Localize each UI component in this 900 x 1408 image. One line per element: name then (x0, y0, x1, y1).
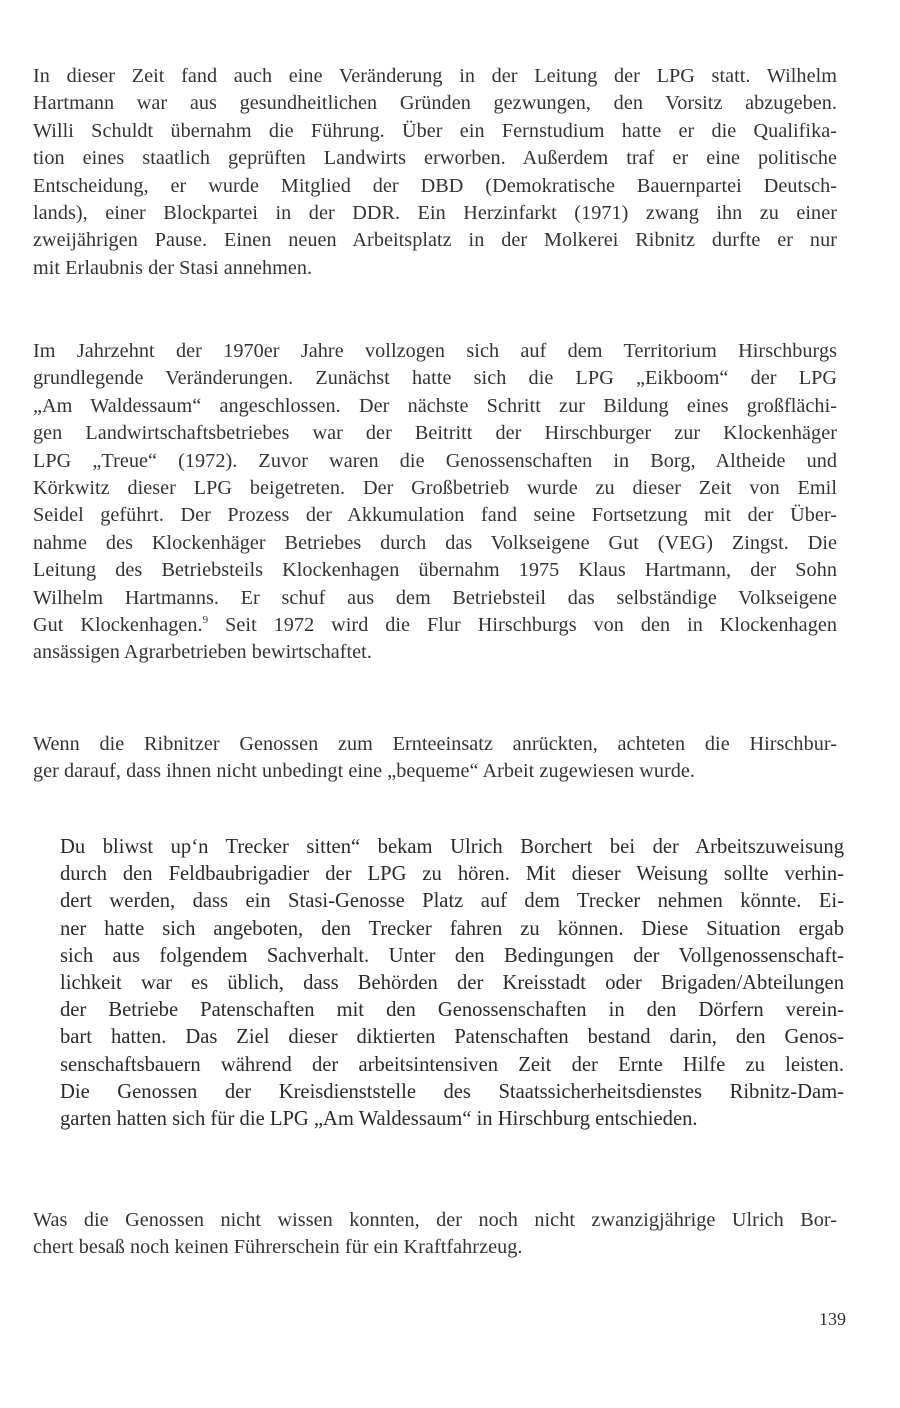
text-line: nahme des Klockenhäger Betriebes durch das Volkseigene Gut (VEG) Zingst. Die (33, 531, 837, 554)
text-line: Du bliwst up‘n Trecker sitten“ bekam Ulrich Borchert bei der Arbeitszuweisung (60, 836, 844, 858)
text-line: mit Erlaubnis der Stasi annehmen. (33, 256, 313, 279)
paragraph-1970s-changes (33, 338, 837, 667)
paragraph-no-license (33, 1207, 837, 1262)
text-line-start: Gut Klockenhagen. (33, 614, 203, 637)
text-line: „Am Waldessaum“ angeschlossen. Der nächste Schritt zur Bildung eines großflächi- (33, 394, 837, 417)
paragraph-harvest-helpers (33, 731, 837, 786)
page-number: 139 (819, 1309, 846, 1329)
text-line: der Betriebe Patenschaften mit den Genossenschaften in den Dörfern verein- (60, 999, 844, 1022)
text-line: ansässigen Agrarbetrieben bewirtschaftet. (33, 641, 372, 664)
text-line: Körkwitz dieser LPG beigetreten. Der Großbetrieb wurde zu dieser Zeit von Emil (33, 477, 837, 500)
paragraph-leadership-change (33, 63, 837, 282)
paragraph-trecker-anecdote (60, 834, 844, 1133)
text-line: dert werden, dass ein Stasi-Genosse Platz auf dem Trecker nehmen könnte. Ei- (60, 890, 844, 913)
text-line: tion eines staatlich geprüften Landwirts erworben. Außerdem traf er eine politische (33, 147, 837, 170)
text-line: Willi Schuldt übernahm die Führung. Über ein Fernstudium hatte er die Qualifika- (33, 119, 837, 142)
text-line: zweijährigen Pause. Einen neuen Arbeitsplatz in der Molkerei Ribnitz durfte er nur (33, 229, 837, 252)
text-line: Im Jahrzehnt der 1970er Jahre vollzogen sich auf dem Territorium Hirschburgs (33, 340, 837, 362)
text-line: grundlegende Veränderungen. Zunächst hatte sich die LPG „Eikboom“ der LPG (33, 367, 837, 390)
footnote-marker: 9 (202, 614, 209, 627)
text-line-end: Seit 1972 wird die Flur Hirschburgs von den in Klockenhagen (208, 614, 837, 637)
text-line: LPG „Treue“ (1972). Zuvor waren die Genossenschaften in Borg, Altheide und (33, 449, 837, 472)
text-line: In dieser Zeit fand auch eine Veränderung in der Leitung der LPG statt. Wilhelm (33, 65, 837, 87)
text-line: durch den Feldbaubrigadier der LPG zu hören. Mit dieser Weisung sollte verhin- (60, 863, 844, 886)
text-line: senschaftsbauern während der arbeitsintensiven Zeit der Ernte Hilfe zu leisten. (60, 1053, 844, 1076)
text-line: Hartmann war aus gesundheitlichen Gründen gezwungen, den Vorsitz abzugeben. (33, 92, 837, 115)
text-line: Leitung des Betriebsteils Klockenhagen übernahm 1975 Klaus Hartmann, der Sohn (33, 559, 837, 582)
text-line (33, 612, 837, 639)
text-line: Was die Genossen nicht wissen konnten, der noch nicht zwanzigjährige Ulrich Bor- (33, 1209, 837, 1231)
text-line: chert besaß noch keinen Führerschein für ein Kraftfahrzeug. (33, 1236, 523, 1259)
text-line: Die Genossen der Kreisdienststelle des Staatssicherheitsdienstes Ribnitz-Dam- (60, 1080, 844, 1103)
text-line: lands), einer Blockpartei in der DDR. Ein Herzinfarkt (1971) zwang ihn zu einer (33, 202, 837, 225)
text-line: Entscheidung, er wurde Mitglied der DBD (Demokratische Bauernpartei Deutsch- (33, 174, 837, 197)
text-line: sich aus folgendem Sachverhalt. Unter den Bedingungen der Vollgenossenschaft- (60, 944, 844, 967)
text-line: ger darauf, dass ihnen nicht unbedingt eine „bequeme“ Arbeit zugewiesen wurde. (33, 760, 695, 783)
text-line: lichkeit war es üblich, dass Behörden der Kreisstadt oder Brigaden/Abteilungen (60, 972, 844, 995)
text-line: Wenn die Ribnitzer Genossen zum Ernteeinsatz anrückten, achteten die Hirschbur- (33, 733, 837, 755)
text-line: Wilhelm Hartmanns. Er schuf aus dem Betriebsteil das selbständige Volkseigene (33, 586, 837, 609)
text-line: Seidel geführt. Der Prozess der Akkumulation fand seine Fortsetzung mit der Über- (33, 504, 837, 527)
text-line: garten hatten sich für die LPG „Am Waldessaum“ in Hirschburg entschieden. (60, 1108, 698, 1131)
text-line: gen Landwirtschaftsbetriebes war der Beitritt der Hirschburger zur Klockenhäger (33, 422, 837, 445)
text-line: bart hatten. Das Ziel dieser diktierten Patenschaften bestand darin, den Genos- (60, 1026, 844, 1049)
text-line: ner hatte sich angeboten, den Trecker fahren zu können. Diese Situation ergab (60, 917, 844, 940)
